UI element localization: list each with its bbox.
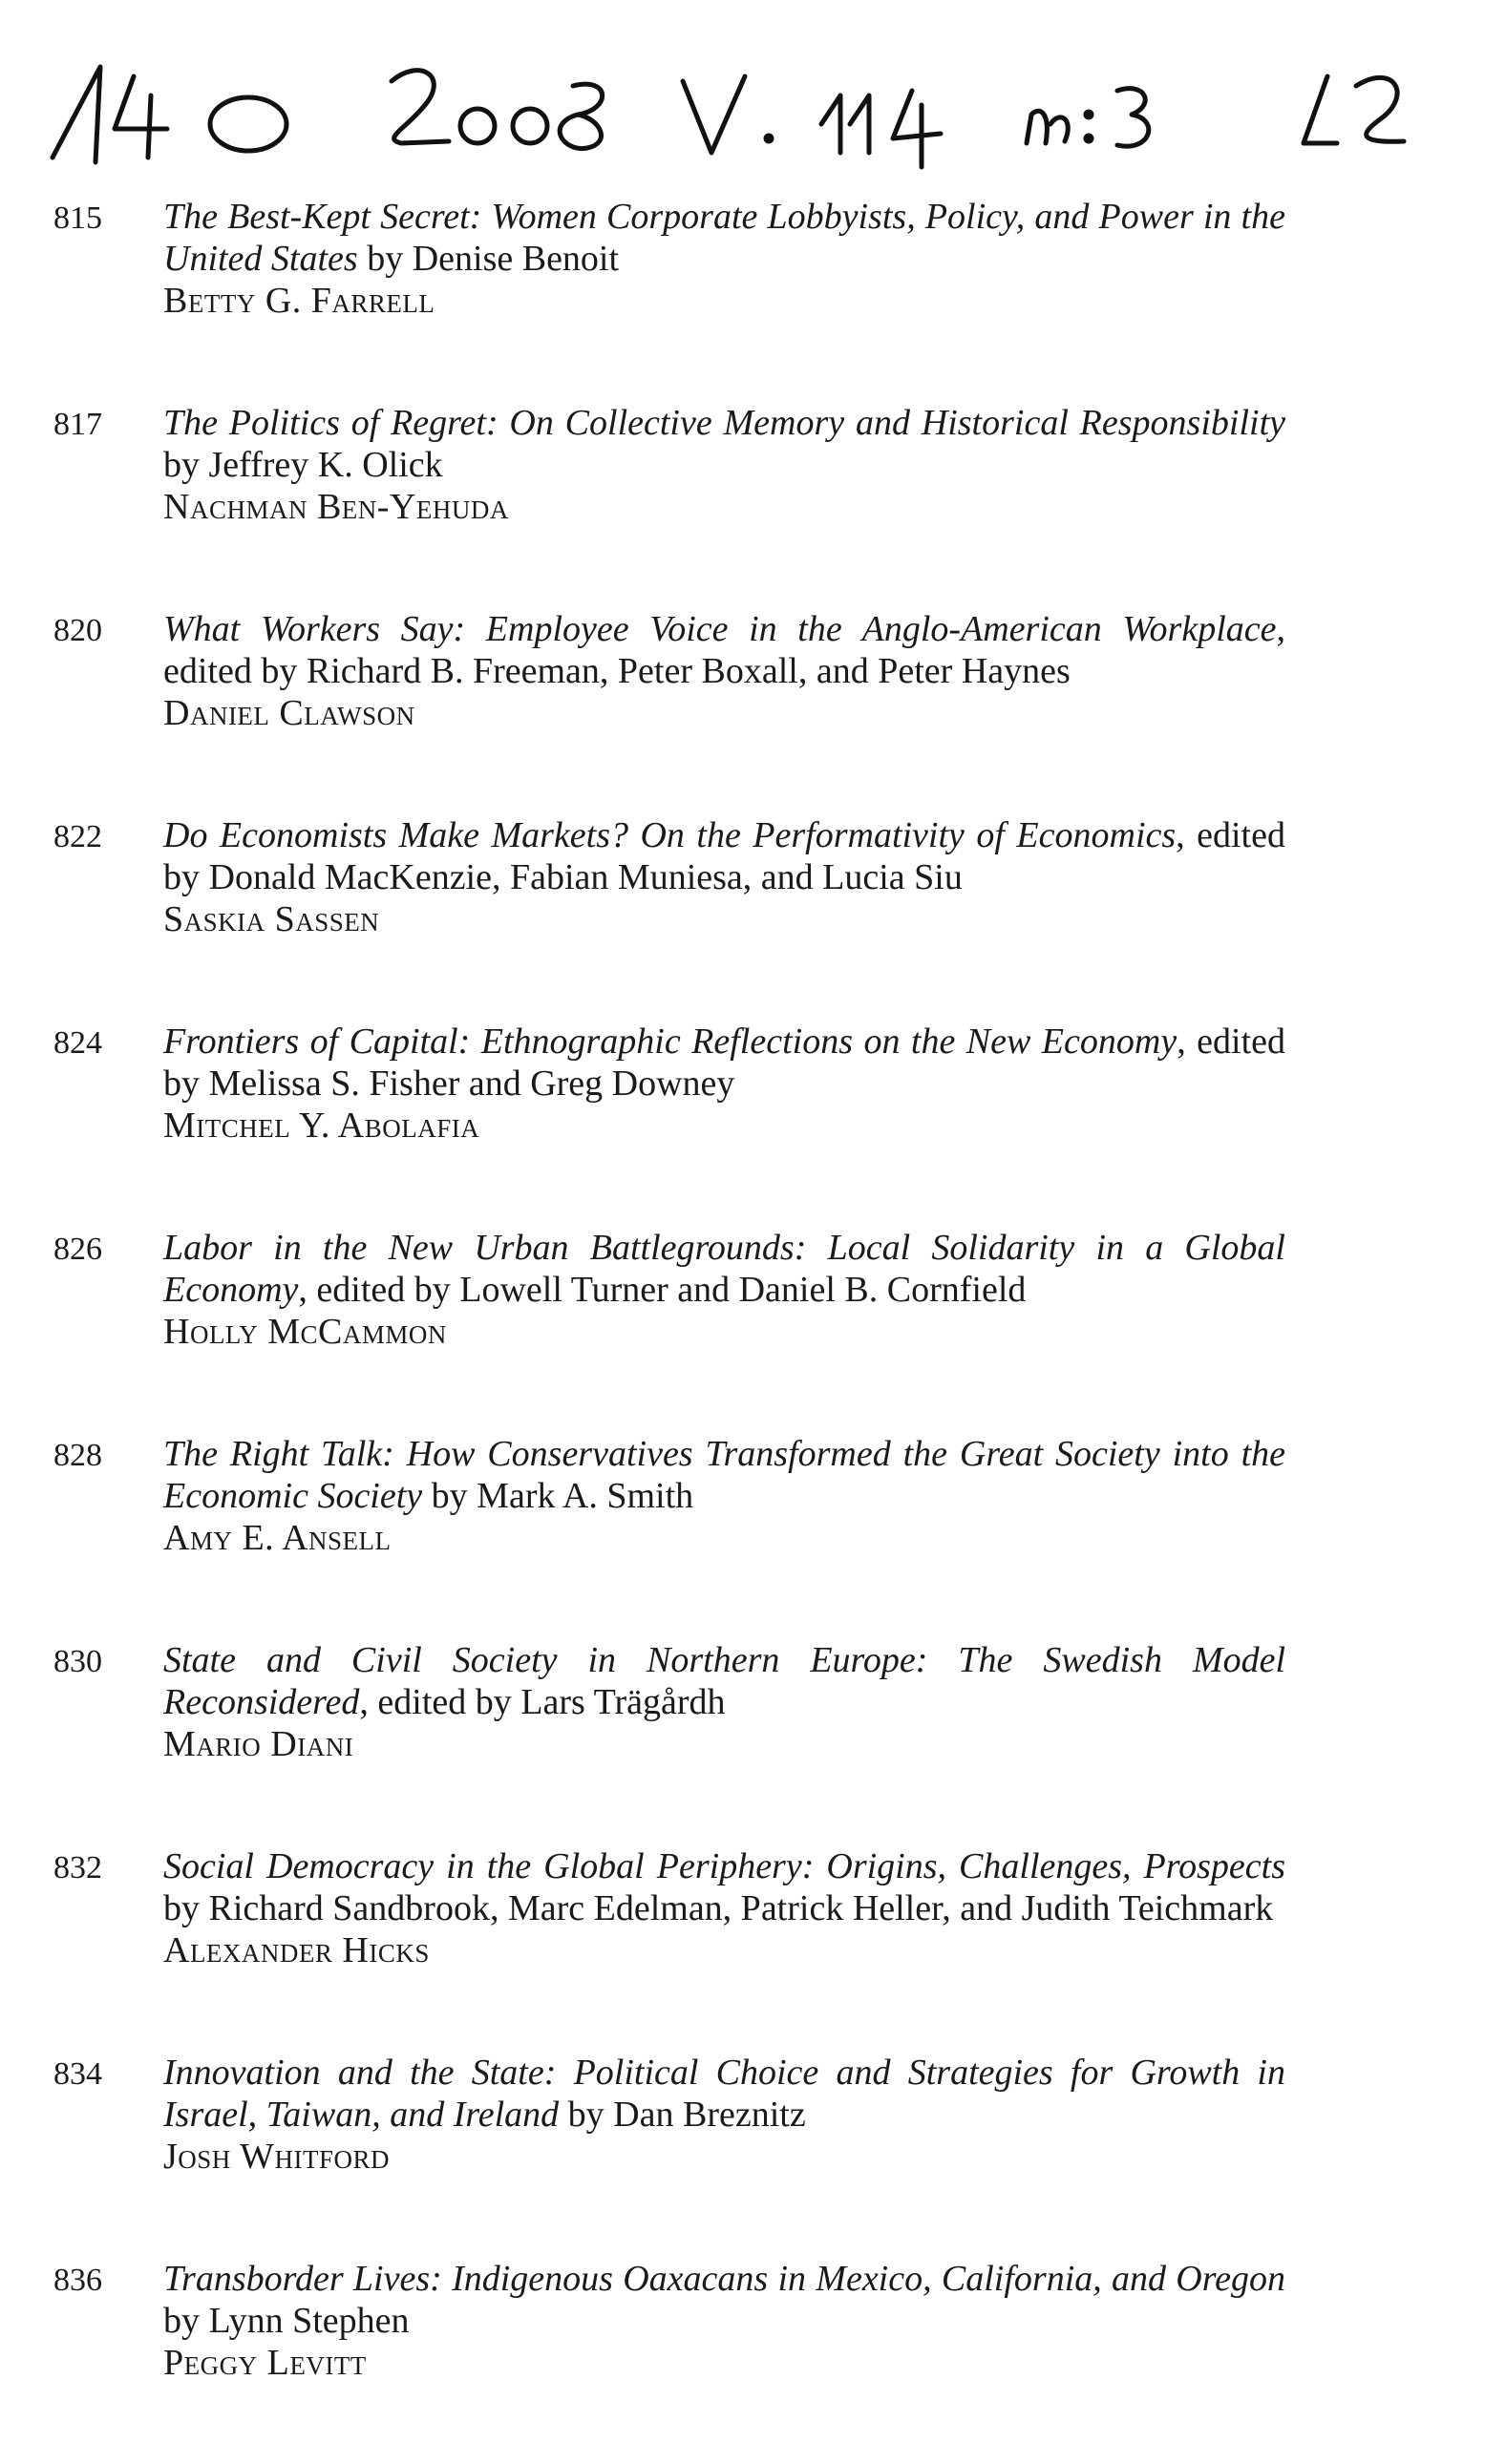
book-title: State and Civil Society in Northern Europe: The Swedish Model Reconsidered [163,1640,1285,1722]
reviewer-name: Holly McCammon [163,1312,447,1352]
book-title: Transborder Lives: Indigenous Oaxacans in Mexico, California, and Oregon [163,2259,1285,2299]
reviewer-name: Amy E. Ansell [163,1518,392,1558]
reviewer-name: Alexander Hicks [163,1930,430,1970]
book-title: Labor in the New Urban Battlegrounds: Local Solidarity in a Global Economy [163,1228,1285,1310]
entry-citation [163,608,1285,734]
reviewer-name: Daniel Clawson [163,693,415,733]
page-number: 836 [53,2263,102,2298]
review-entry [53,196,1285,322]
review-entry [53,814,1285,940]
review-entry [53,1227,1285,1353]
book-credit: by Richard Sandbrook, Marc Edelman, Patrick Heller, and Judith Teichmark [163,1888,1274,1928]
review-entry [53,2258,1285,2384]
reviewer-name: Mitchel Y. Abolafia [163,1106,480,1146]
book-title: What Workers Say: Employee Voice in the Anglo-American Workplace [163,609,1277,649]
page-number: 822 [53,819,102,854]
review-entry [53,2052,1285,2178]
entry-citation [163,1227,1285,1353]
page-number: 830 [53,1644,102,1679]
review-entry [53,402,1285,528]
review-entry [53,1433,1285,1559]
review-entry [53,1845,1285,1971]
entry-citation [163,1639,1285,1765]
page-number: 820 [53,613,102,648]
entry-citation [163,402,1285,528]
reviewer-name: Mario Diani [163,1724,354,1764]
page-number: 815 [53,200,102,236]
entry-citation [163,1021,1285,1147]
reviewer-name: Josh Whitford [163,2137,390,2177]
page-number: 832 [53,1850,102,1885]
review-entry [53,608,1285,734]
entry-citation [163,1845,1285,1971]
review-entry [53,1021,1285,1147]
entry-citation [163,814,1285,940]
book-title: Innovation and the State: Political Choice and Strategies for Growth in Israel, Taiwan, and Ireland [163,2053,1285,2135]
reviewer-name: Saskia Sassen [163,899,380,939]
reviewer-name: Nachman Ben-Yehuda [163,487,509,527]
handwritten-call-number [0,38,1506,181]
book-credit: , edited by Lars Trägårdh [359,1682,726,1722]
book-credit: by Mark A. Smith [422,1476,694,1516]
book-credit: by Dan Breznitz [559,2095,806,2135]
review-entry [53,1639,1285,1765]
book-credit: , edited by Lowell Turner and Daniel B. Cornfield [298,1270,1027,1310]
entry-citation [163,1433,1285,1559]
book-credit: , edited by Richard B. Freeman, Peter Boxall, and Peter Haynes [163,609,1285,691]
book-credit: by Denise Benoit [357,239,620,279]
book-credit: , edited by Melissa S. Fisher and Greg Downey [163,1021,1285,1104]
reviewer-name: Peggy Levitt [163,2343,367,2383]
review-listing [53,196,1285,2464]
page-number: 834 [53,2056,102,2092]
book-title: The Right Talk: How Conservatives Transformed the Great Society into the Economic Society [163,1434,1285,1516]
entry-citation [163,2052,1285,2178]
entry-citation [163,2258,1285,2384]
book-title: Do Economists Make Markets? On the Performativity of Economics [163,815,1177,855]
handwritten-annotation-drawing [0,38,1506,181]
book-title: The Best-Kept Secret: Women Corporate Lobbyists, Policy, and Power in the United States [163,197,1285,279]
book-credit: by Jeffrey K. Olick [163,445,443,485]
entry-citation [163,196,1285,322]
page-number: 826 [53,1232,102,1267]
book-title: Social Democracy in the Global Periphery: Origins, Challenges, Prospects [163,1846,1285,1886]
page-number: 828 [53,1438,102,1473]
book-title: The Politics of Regret: On Collective Memory and Historical Responsibility [163,403,1285,443]
book-credit: , edited by Donald MacKenzie, Fabian Muniesa, and Lucia Siu [163,815,1285,897]
book-credit: by Lynn Stephen [163,2301,410,2341]
book-title: Frontiers of Capital: Ethnographic Reflections on the New Economy [163,1021,1177,1062]
page-number: 824 [53,1025,102,1061]
page-number: 817 [53,407,102,442]
reviewer-name: Betty G. Farrell [163,281,435,321]
